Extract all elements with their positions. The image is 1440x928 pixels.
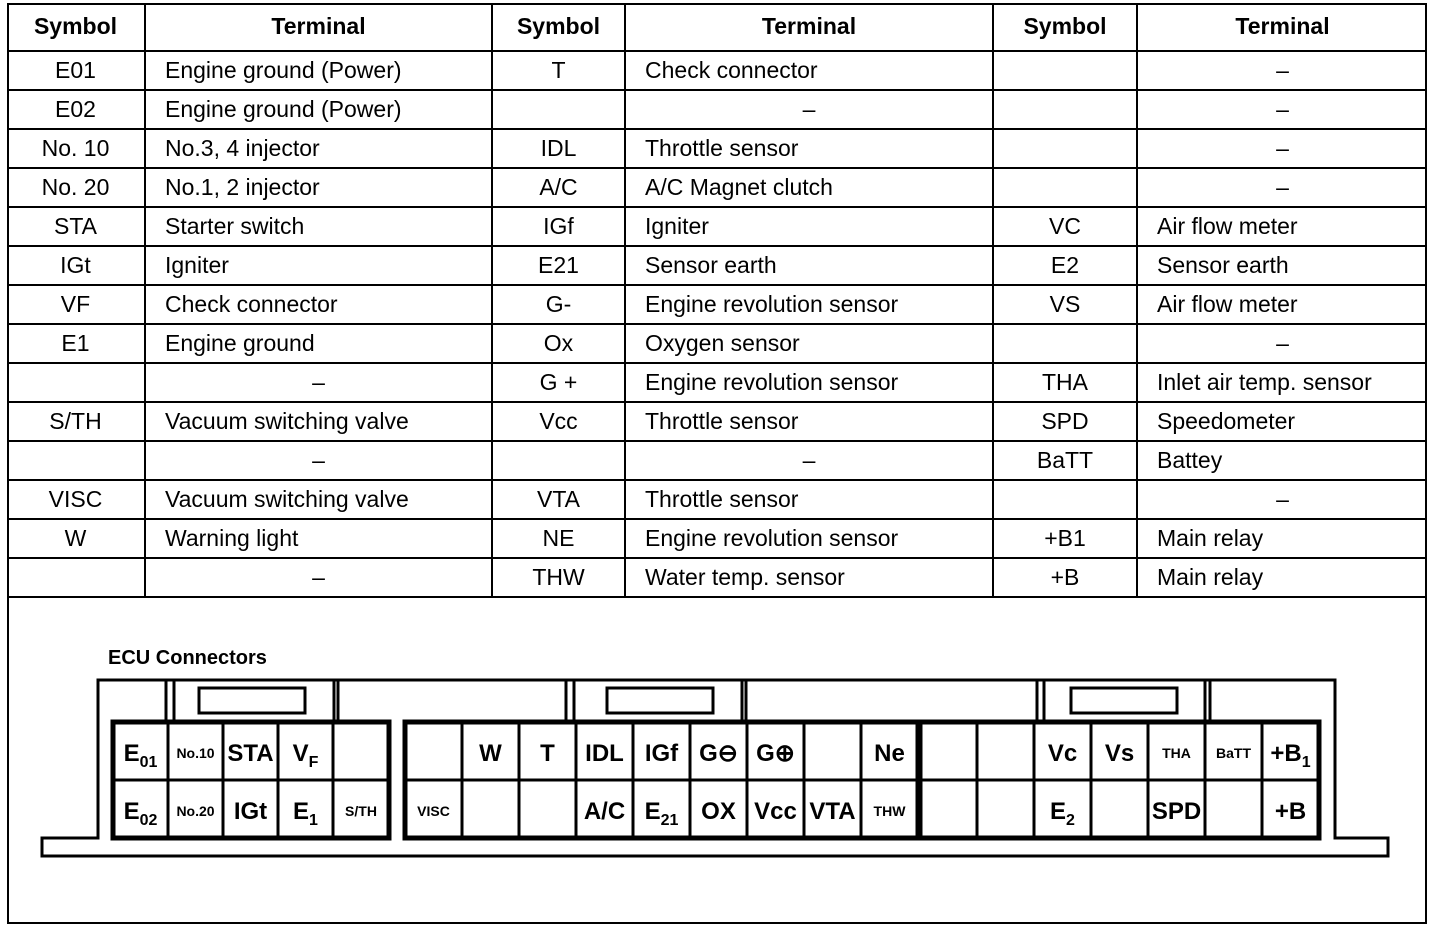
- terminal-cell: No.3, 4 injector: [145, 129, 492, 168]
- connector-pin-label: IGt: [233, 798, 268, 825]
- connector-pin: [1205, 780, 1262, 838]
- connector-pin-label: Vc: [1047, 740, 1078, 767]
- terminal-header: Terminal: [1137, 3, 1427, 51]
- symbol-cell: No. 20: [7, 168, 145, 207]
- symbol-cell: STA: [7, 207, 145, 246]
- terminal-cell: Throttle sensor: [625, 402, 993, 441]
- connector-pin-label: +B: [1274, 798, 1307, 825]
- connector-rail: [166, 680, 1210, 722]
- connector-pin: [633, 780, 690, 838]
- connector-housing: [42, 680, 1388, 856]
- connector-pin-label: $E_2$: [1050, 798, 1075, 829]
- connector-pin-label: Vs: [1104, 740, 1135, 767]
- symbol-cell: SPD: [993, 402, 1137, 441]
- terminal-cell: A/C Magnet clutch: [625, 168, 993, 207]
- connector-key-slot: [607, 688, 713, 713]
- terminal-cell: Starter switch: [145, 207, 492, 246]
- symbol-cell: W: [7, 519, 145, 558]
- symbol-cell: THW: [492, 558, 625, 597]
- connector-pin-label: VISC: [417, 803, 450, 819]
- connector-pin-label: SPD: [1151, 798, 1202, 825]
- symbol-cell: No. 10: [7, 129, 145, 168]
- connector-pin-label: THW: [873, 803, 906, 819]
- symbol-cell: NE: [492, 519, 625, 558]
- connector-pin-label: S/TH: [345, 803, 377, 819]
- symbol-cell: T: [492, 51, 625, 90]
- terminal-cell: Speedometer: [1137, 402, 1427, 441]
- connector-pin-label: Ne: [874, 740, 905, 767]
- symbol-cell: E2: [993, 246, 1137, 285]
- terminal-cell: No.1, 2 injector: [145, 168, 492, 207]
- symbol-cell: VTA: [492, 480, 625, 519]
- terminal-cell: Oxygen sensor: [625, 324, 993, 363]
- connector-pin-label: G⊕: [756, 740, 795, 767]
- connector-pin-label: THA: [1162, 745, 1191, 761]
- connector-pin-label: A/C: [583, 798, 626, 825]
- connector-pin-label: $E_{21}$: [644, 798, 679, 829]
- connector-pin-label: No.10: [176, 745, 215, 761]
- connector-pin-label: $+B_1$: [1270, 740, 1311, 771]
- symbol-cell: IGf: [492, 207, 625, 246]
- terminal-cell: –: [1137, 324, 1427, 363]
- terminal-cell: Engine revolution sensor: [625, 519, 993, 558]
- terminal-header: Terminal: [145, 3, 492, 51]
- connector-pin-label: $V_F$: [292, 740, 319, 771]
- terminal-cell: Vacuum switching valve: [145, 402, 492, 441]
- connector-pin-label: W: [479, 740, 502, 767]
- terminal-cell: –: [1137, 129, 1427, 168]
- connector-pin: [977, 780, 1034, 838]
- symbol-cell: A/C: [492, 168, 625, 207]
- terminal-cell: –: [1137, 90, 1427, 129]
- terminal-cell: Check connector: [145, 285, 492, 324]
- terminal-cell: Engine ground (Power): [145, 51, 492, 90]
- connector-pin: [519, 780, 576, 838]
- symbol-cell: S/TH: [7, 402, 145, 441]
- connector-pin-label: STA: [227, 740, 274, 767]
- symbol-cell: VC: [993, 207, 1137, 246]
- symbol-cell: E02: [7, 90, 145, 129]
- terminal-cell: Main relay: [1137, 558, 1427, 597]
- symbol-cell: Vcc: [492, 402, 625, 441]
- symbol-cell: Ox: [492, 324, 625, 363]
- connector-pin-label: $E_{02}$: [123, 798, 158, 829]
- terminal-cell: Engine revolution sensor: [625, 285, 993, 324]
- ecu-connectors-title: ECU Connectors: [108, 647, 267, 669]
- terminal-cell: Air flow meter: [1137, 285, 1427, 324]
- symbol-cell: VISC: [7, 480, 145, 519]
- connector-pin-label: No.20: [176, 803, 215, 819]
- connector-pin-label: IGf: [644, 740, 679, 767]
- terminal-cell: Throttle sensor: [625, 129, 993, 168]
- terminal-cell: Engine revolution sensor: [625, 363, 993, 402]
- connector-key-slot: [1071, 688, 1177, 713]
- connector-pin-label: BaTT: [1216, 745, 1251, 761]
- terminal-cell: –: [625, 90, 993, 129]
- connector-pin: [977, 722, 1034, 780]
- terminal-cell: Engine ground: [145, 324, 492, 363]
- connector-pin-label: OX: [701, 798, 736, 825]
- symbol-cell: +B: [993, 558, 1137, 597]
- terminal-cell: Air flow meter: [1137, 207, 1427, 246]
- symbol-cell: G-: [492, 285, 625, 324]
- terminal-cell: Battey: [1137, 441, 1427, 480]
- connector-pin-label: VTA: [809, 798, 856, 825]
- symbol-header: Symbol: [993, 3, 1137, 51]
- symbol-cell: BaTT: [993, 441, 1137, 480]
- connector-pin: [804, 722, 861, 780]
- terminal-cell: Check connector: [625, 51, 993, 90]
- terminal-cell: –: [145, 558, 492, 597]
- connector-pin-label: IDL: [585, 740, 624, 767]
- connector-pin-label: G⊖: [699, 740, 738, 767]
- terminal-cell: Igniter: [145, 246, 492, 285]
- terminal-cell: –: [145, 441, 492, 480]
- connector-pin: [405, 722, 462, 780]
- terminal-header: Terminal: [625, 3, 993, 51]
- terminal-cell: Throttle sensor: [625, 480, 993, 519]
- connector-pin: [462, 780, 519, 838]
- terminal-cell: –: [1137, 480, 1427, 519]
- terminal-cell: Vacuum switching valve: [145, 480, 492, 519]
- connector-pin: [113, 780, 168, 838]
- connector-key-slot: [199, 688, 305, 713]
- symbol-cell: G +: [492, 363, 625, 402]
- terminal-cell: –: [1137, 51, 1427, 90]
- symbol-cell: +B1: [993, 519, 1137, 558]
- connector-pin-label: $E_{01}$: [123, 740, 158, 771]
- symbol-cell: THA: [993, 363, 1137, 402]
- terminal-cell: Sensor earth: [1137, 246, 1427, 285]
- terminal-cell: Warning light: [145, 519, 492, 558]
- terminal-cell: –: [625, 441, 993, 480]
- terminal-cell: –: [1137, 168, 1427, 207]
- symbol-cell: E01: [7, 51, 145, 90]
- terminal-cell: –: [145, 363, 492, 402]
- connector-pin: [113, 722, 168, 780]
- symbol-header: Symbol: [492, 3, 625, 51]
- connector-pin: [333, 722, 389, 780]
- symbol-cell: IDL: [492, 129, 625, 168]
- connector-pin: [920, 780, 977, 838]
- connector-pin-label: $E_1$: [293, 798, 318, 829]
- terminal-cell: Main relay: [1137, 519, 1427, 558]
- terminal-cell: Inlet air temp. sensor: [1137, 363, 1427, 402]
- symbol-cell: IGt: [7, 246, 145, 285]
- connector-pin-label: T: [540, 740, 555, 767]
- connector-pin-label: Vcc: [754, 798, 797, 825]
- terminal-cell: Engine ground (Power): [145, 90, 492, 129]
- symbol-header: Symbol: [7, 3, 145, 51]
- symbol-cell: E21: [492, 246, 625, 285]
- terminal-cell: Igniter: [625, 207, 993, 246]
- symbol-cell: E1: [7, 324, 145, 363]
- connector-pin: [920, 722, 977, 780]
- terminal-cell: Water temp. sensor: [625, 558, 993, 597]
- symbol-cell: VF: [7, 285, 145, 324]
- connector-pin: [1091, 780, 1148, 838]
- terminal-cell: Sensor earth: [625, 246, 993, 285]
- symbol-cell: VS: [993, 285, 1137, 324]
